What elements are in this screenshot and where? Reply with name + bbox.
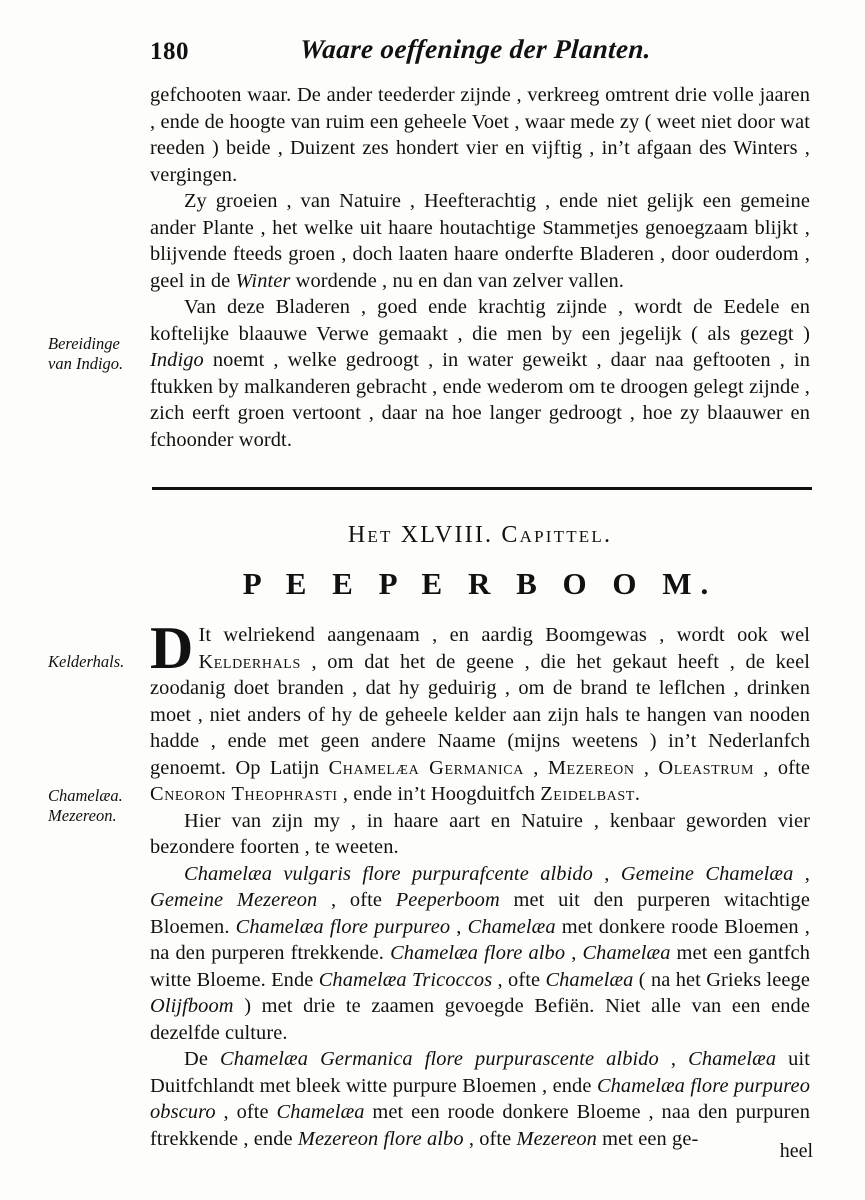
paragraph-6-part-k: ( na het Grieks leege [633, 968, 810, 991]
marginal-note-chamelaea [48, 786, 152, 826]
paragraph-4-part-d: , [634, 756, 659, 779]
marginal-note-kelderhals [48, 652, 152, 672]
paragraph-2 [150, 188, 810, 294]
marginal-note-bereidinge-line-2: van Indigo. [48, 354, 124, 374]
paragraph-7-part-b: , [658, 1048, 689, 1071]
paragraph-3-italic: Indigo [150, 349, 204, 372]
species-name-14: Chamelæa flore purpureo obscuro [150, 1074, 810, 1124]
smallcaps-zeidelbast: Zeidelbast [540, 783, 635, 806]
paragraph-7-part-f: , ofte [463, 1127, 517, 1150]
catchword: heel [779, 1140, 813, 1162]
paragraph-6-part-a: , [592, 862, 621, 885]
species-name-15: Chamelæa [276, 1101, 365, 1124]
paragraph-2-part-a: Zy groeien , van Natuire , Heefterachtig , ende niet gelijk een gemeine ander Plante , het welke uit haare houtachtige Stammetjes genoegzaam blijkt , blijvende fteeds groen , doch laaten haare onderfte Bladeren , door ouderdom , geel in de [150, 190, 810, 292]
paragraph-6-part-d: met uit den purperen witachtige Bloemen. [150, 889, 810, 938]
running-title: Waare oeffeninge der Planten. [298, 34, 653, 64]
paragraph-4 [150, 615, 810, 808]
paragraph-6-part-c: , ofte [317, 889, 396, 912]
paragraph-4-part-c: , [523, 756, 548, 779]
paragraph-5: Hier van zijn my , in haare aart en Natuire , kenbaar geworden vier bezondere foorten , te weeten. [150, 809, 810, 859]
paragraph-6 [150, 861, 810, 1047]
paragraph-7-part-d: , ofte [215, 1101, 277, 1124]
paragraph-7 [150, 1046, 810, 1152]
smallcaps-kelderhals: Kelderhals [198, 650, 301, 673]
paragraph-6-part-b: , [793, 862, 811, 885]
species-name-11: Olijfboom [150, 995, 234, 1018]
section-divider-rule [152, 487, 812, 490]
body-text-bottom [150, 615, 811, 1152]
species-name-13: Chamelæa [688, 1048, 777, 1071]
species-name-10: Chamelæa [545, 968, 634, 991]
paragraph-7-part-g: met een ge- [596, 1127, 699, 1150]
paragraph-4-part-a: It welriekend aangenaam , en aardig Boomgewas , wordt ook wel [198, 624, 810, 646]
paragraph-6-part-h: met een gantfch witte Bloeme. Ende [150, 942, 810, 991]
paragraph-6-part-f: met donkere roode Bloemen , na den purperen ftrekkende. [150, 915, 811, 965]
marginal-note-bereidinge [48, 334, 152, 374]
species-name-3: Gemeine Mezereon [150, 889, 318, 912]
species-name-5: Chamelæa flore purpureo [235, 915, 451, 938]
paragraph-4-part-g: . [634, 783, 641, 806]
species-name-9: Chamelæa Tricoccos [318, 968, 493, 991]
species-name-4: Peeperboom [395, 889, 500, 912]
marginal-note-chamelaea-line-2: Mezereon. [48, 806, 117, 826]
species-name-7: Chamelæa flore albo [390, 942, 566, 965]
paragraph-4-part-f: , ende in’t Hoogduitfch [337, 783, 541, 806]
page-number: 180 [150, 38, 189, 65]
chapter-title: P E E P E R B O O M. [242, 566, 718, 601]
paragraph-3-part-b: noemt , welke gedroogt , in water geweikt , daar naa geftooten , in ftukken by malkanderen gebracht , ende wederom om te droogen gelegt zijnde , zich eerft groen vertoont , daar na hoe langer gedroogt , hoe zy blaauwer en fchoonder wordt. [150, 349, 810, 451]
paragraph-6-part-j: , ofte [492, 968, 546, 991]
paragraph-2-part-b: wordende , nu en dan van zelver vallen. [290, 269, 624, 292]
smallcaps-cneoron-theophrasti: Cneoron Theophrasti [150, 783, 338, 806]
species-name-16: Mezereon flore albo [297, 1127, 464, 1150]
paragraph-6-part-g: , [565, 942, 583, 965]
paragraph-7-part-a: De [184, 1048, 221, 1071]
paragraph-1: gefchooten waar. De ander teederder zijnde , verkreeg omtrent drie volle jaaren , ende de hoogte van ruim een geheele Voet , waar mede zy ( weet niet door wat reeden ) beide , Duizent zes hondert vier en vijftig , in’t afgaan des Winters , vergingen. [150, 84, 810, 186]
marginal-note-bereidinge-line-1: Bereidinge [48, 334, 120, 353]
paragraph-3 [150, 294, 810, 453]
species-name-1: Chamelæa vulgaris flore purpurafcente albido [184, 862, 593, 885]
paragraph-6-part-e: , [450, 915, 468, 938]
body-text-top [150, 82, 810, 453]
species-name-8: Chamelæa [582, 942, 671, 965]
species-name-17: Mezereon [516, 1127, 597, 1150]
paragraph-6-part-l: ) met drie te zaamen gevoegde Befiën. Niet alle van een ende dezelfde culture. [150, 995, 810, 1044]
chapter-heading: Het XLVIII. Capittel. [347, 522, 613, 548]
smallcaps-chamelaea-germanica: Chamelæa Germanica [328, 756, 524, 779]
paragraph-2-italic: Winter [235, 269, 291, 292]
paragraph-4-part-b: , om dat het de geene , die het gekaut heeft , de keel zoodanig doet branden , dat hy geduirig , om de brand te leflchen , drinken moet , niet anders of hy de geheele kelder aan zijn hals te hangen van nooden hadde , ende met geen andere Naame (mijns weetens ) in’t Nederlanfch genoemt. Op Latijn [150, 650, 810, 779]
species-name-6: Chamelæa [467, 915, 556, 938]
marginal-note-chamelaea-line-1: Chamelæa. [48, 786, 123, 805]
marginal-note-kelderhals-line-1: Kelderhals. [48, 652, 125, 671]
paragraph-3-part-a: Van deze Bladeren , goed ende krachtig zijnde , wordt de Eedele en koftelijke blaauwe Verwe gemaakt , die men by een jegelijk ( als gezegt ) [150, 296, 810, 345]
paragraph-4-part-e: , ofte [754, 756, 810, 779]
smallcaps-oleastrum: Oleastrum [658, 756, 754, 779]
page-header [150, 34, 805, 74]
smallcaps-mezereon: Mezereon [547, 756, 635, 779]
species-name-12: Chamelæa Germanica flore purpurascente albido [220, 1048, 659, 1071]
paragraph-7-part-c: uit Duitfchlandt met bleek witte purpure Bloemen , ende [150, 1048, 811, 1097]
drop-cap: D [150, 615, 194, 681]
paragraph-7-part-e: met een roode donkere Bloeme , naa den purpuren ftrekkende , ende [150, 1101, 810, 1150]
species-name-2: Gemeine Chamelæa [620, 862, 794, 885]
